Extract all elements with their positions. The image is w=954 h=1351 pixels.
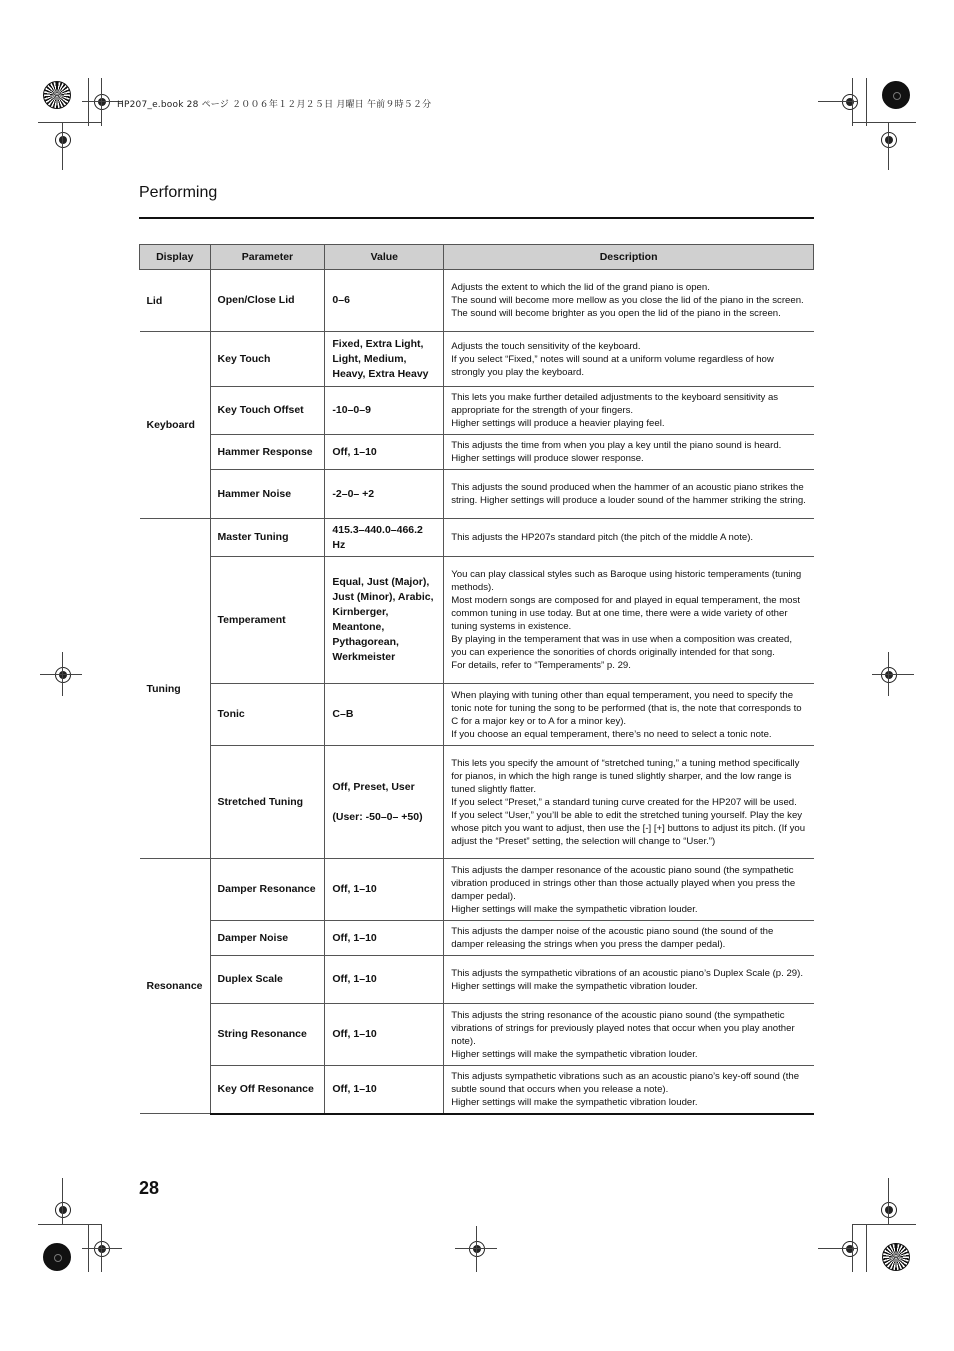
description-cell: This adjusts the sound produced when the hammer of an acoustic piano strikes the string. Higher settings will produce a louder sound of the hammer striking the string. <box>444 470 814 519</box>
table-row <box>140 557 814 684</box>
registration-target-icon <box>94 94 110 110</box>
description-cell: This lets you specify the amount of “stretched tuning,” a tuning method specifically for pianos, in which the high range is tuned slightly sharper, and the low range is tuned slightly flatter. If you select “Preset,” a standard tuning curve created for the HP207 will be used. If you select “User,” you’ll be able to edit the stretched tuning yourself. Play the key whose pitch you want to adjust, then use the [-] [+] buttons to adjust its pitch. (If you adjust the “Preset” setting, the selection will change to “User.”) <box>444 746 814 859</box>
table-row <box>140 270 814 332</box>
crop-line <box>888 1178 889 1224</box>
table-row <box>140 684 814 746</box>
registration-disc-icon <box>882 81 910 109</box>
crop-line <box>476 1226 477 1272</box>
value-cell: Off, 1–10 <box>325 921 444 956</box>
crop-line <box>40 674 82 675</box>
section-title: Performing <box>139 184 218 201</box>
table-row <box>140 1004 814 1066</box>
page-number: 28 <box>139 1178 160 1198</box>
column-header-description: Description <box>444 245 814 270</box>
display-cell: Lid <box>140 270 211 332</box>
value-cell: Off, 1–10 <box>325 435 444 470</box>
crop-line <box>88 1224 89 1272</box>
description-cell: This adjusts the string resonance of the acoustic piano sound (the sympathetic vibrations of strings for previously played notes that occur when you play another note). Higher settings will make the sympathetic vibration louder. <box>444 1004 814 1066</box>
column-header-display: Display <box>140 245 211 270</box>
print-bleed-text: HP207_e.book 28 ページ ２００６年１２月２５日 月曜日 午前９時５２分 <box>117 100 432 110</box>
registration-target-icon <box>55 1202 71 1218</box>
value-cell: -10–0–9 <box>325 387 444 435</box>
crop-line <box>88 78 89 126</box>
parameter-cell: Duplex Scale <box>210 956 325 1004</box>
parameter-cell: Temperament <box>210 557 325 684</box>
description-cell: This adjusts sympathetic vibrations such as an acoustic piano’s key-off sound (the subtle sound that occurs when you release a note). Higher settings will make the sympathetic vibration louder. <box>444 1066 814 1114</box>
registration-target-icon <box>881 132 897 148</box>
table-header-row <box>140 245 814 270</box>
parameter-cell: Tonic <box>210 684 325 746</box>
registration-target-icon <box>469 1241 485 1257</box>
description-cell: Adjusts the extent to which the lid of the grand piano is open. The sound will become more mellow as you close the lid of the piano in the screen. The sound will become brighter as you open the lid of the piano in the screen. <box>444 270 814 332</box>
header-rule <box>139 217 814 219</box>
table-row <box>140 1066 814 1114</box>
crop-line <box>888 652 889 696</box>
table-row <box>140 435 814 470</box>
value-cell: Equal, Just (Major), Just (Minor), Arabic, Kirnberger, Meantone, Pythagorean, Werkmeister <box>325 557 444 684</box>
crop-line <box>101 1224 102 1272</box>
description-cell: This adjusts the sympathetic vibrations of an acoustic piano’s Duplex Scale (p. 29). Higher settings will make the sympathetic vibration louder. <box>444 956 814 1004</box>
table-row <box>140 746 814 859</box>
registration-target-icon <box>55 132 71 148</box>
crop-line <box>852 78 853 126</box>
display-cell: Tuning <box>140 519 211 859</box>
parameter-cell: Open/Close Lid <box>210 270 325 332</box>
crop-line <box>38 122 102 123</box>
table-row <box>140 859 814 921</box>
parameter-cell: Damper Resonance <box>210 859 325 921</box>
value-cell: Fixed, Extra Light, Light, Medium, Heavy, Extra Heavy <box>325 332 444 387</box>
registration-target-icon <box>55 667 71 683</box>
crop-line <box>852 1224 853 1272</box>
registration-target-icon <box>94 1241 110 1257</box>
value-cell: -2–0– +2 <box>325 470 444 519</box>
description-cell: You can play classical styles such as Baroque using historic temperaments (tuning methods). Most modern songs are composed for and played in equal temperament, the most common tuning in use today. But at one time, there were a wide variety of other tuning systems in existence. By playing in the temperament that was in use when a composition was created, you can experience the sonorities of chords originally intended for that song. For details, refer to “Temperaments” p. 29. <box>444 557 814 684</box>
parameter-cell: Master Tuning <box>210 519 325 557</box>
table-row <box>140 519 814 557</box>
value-cell: Off, 1–10 <box>325 859 444 921</box>
parameter-cell: Hammer Noise <box>210 470 325 519</box>
crop-line <box>62 652 63 696</box>
description-cell: This adjusts the damper noise of the acoustic piano sound (the sound of the damper releasing the strings when you press the damper pedal). <box>444 921 814 956</box>
crop-line <box>62 122 63 170</box>
value-cell: 0–6 <box>325 270 444 332</box>
parameter-table <box>139 244 814 1115</box>
parameter-cell: Damper Noise <box>210 921 325 956</box>
registration-target-icon <box>881 667 897 683</box>
crop-line <box>101 78 102 126</box>
column-header-parameter: Parameter <box>210 245 325 270</box>
parameter-cell: Hammer Response <box>210 435 325 470</box>
crop-line <box>62 1178 63 1224</box>
column-header-value: Value <box>325 245 444 270</box>
table-row <box>140 387 814 435</box>
crop-line <box>852 122 916 123</box>
table-row <box>140 956 814 1004</box>
parameter-cell: Stretched Tuning <box>210 746 325 859</box>
crop-line <box>852 1224 916 1225</box>
parameter-cell: Key Off Resonance <box>210 1066 325 1114</box>
value-cell: Off, Preset, User (User: -50–0– +50) <box>325 746 444 859</box>
parameter-cell: Key Touch <box>210 332 325 387</box>
description-cell: This lets you make further detailed adjustments to the keyboard sensitivity as appropriate for the strength of your fingers. Higher settings will produce a heavier playing feel. <box>444 387 814 435</box>
crop-line <box>866 1224 867 1272</box>
value-cell: Off, 1–10 <box>325 1066 444 1114</box>
table-row <box>140 470 814 519</box>
registration-target-icon <box>842 94 858 110</box>
registration-target-icon <box>842 1241 858 1257</box>
table-row <box>140 921 814 956</box>
registration-disc-icon <box>43 1243 71 1271</box>
parameter-cell: String Resonance <box>210 1004 325 1066</box>
description-cell: Adjusts the touch sensitivity of the keyboard. If you select “Fixed,” notes will sound at a uniform volume regardless of how strongly you play the keyboard. <box>444 332 814 387</box>
value-cell: Off, 1–10 <box>325 956 444 1004</box>
crop-line <box>888 122 889 170</box>
table-row <box>140 332 814 387</box>
parameter-cell: Key Touch Offset <box>210 387 325 435</box>
value-cell: 415.3–440.0–466.2 Hz <box>325 519 444 557</box>
registration-target-icon <box>881 1202 897 1218</box>
display-cell: Keyboard <box>140 332 211 519</box>
registration-disc-icon <box>43 81 71 109</box>
crop-line <box>38 1224 102 1225</box>
description-cell: This adjusts the HP207s standard pitch (the pitch of the middle A note). <box>444 519 814 557</box>
registration-disc-icon <box>882 1243 910 1271</box>
value-cell: Off, 1–10 <box>325 1004 444 1066</box>
display-cell: Resonance <box>140 859 211 1114</box>
description-cell: This adjusts the damper resonance of the acoustic piano sound (the sympathetic vibration produced in strings other than those actually played when you press the damper pedal). Higher settings will make the sympathetic vibration louder. <box>444 859 814 921</box>
description-cell: When playing with tuning other than equal temperament, you need to specify the tonic note for tuning the song to be performed (that is, the note that corresponds to C for a major key or to A for a minor key). If you choose an equal temperament, there’s no need to select a tonic note. <box>444 684 814 746</box>
description-cell: This adjusts the time from when you play a key until the piano sound is heard. Higher settings will produce slower response. <box>444 435 814 470</box>
value-cell: C–B <box>325 684 444 746</box>
crop-line <box>866 78 867 126</box>
crop-line <box>872 674 914 675</box>
